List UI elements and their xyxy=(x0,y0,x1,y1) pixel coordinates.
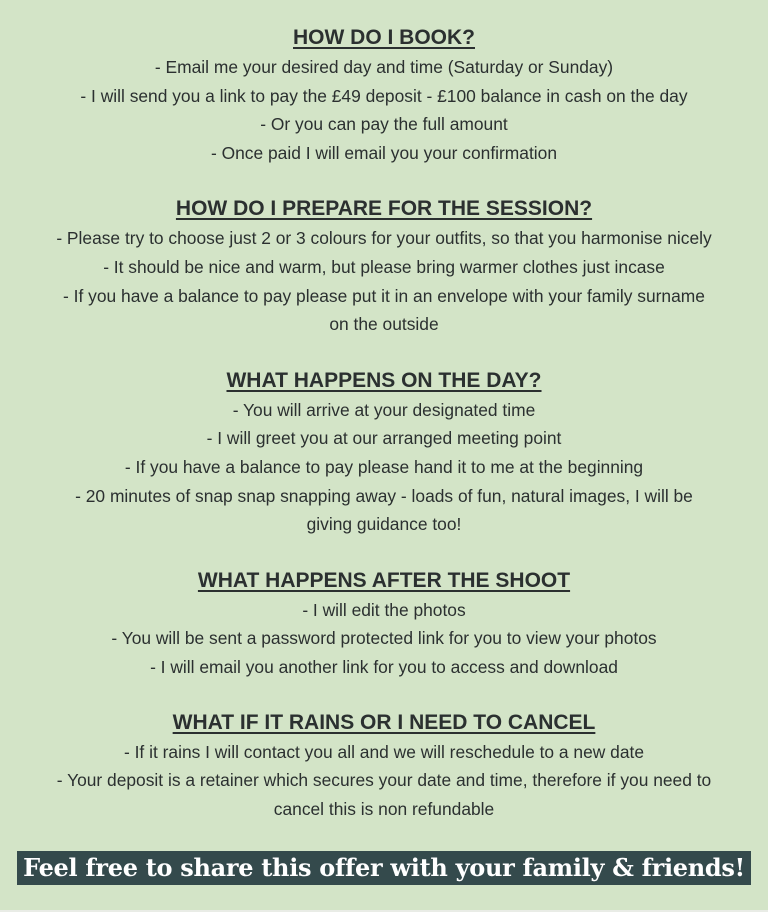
section-line: - It should be nice and warm, but please bring warmer clothes just incase xyxy=(103,256,665,277)
section-line: cancel this is non refundable xyxy=(273,798,495,819)
section-line: - Email me your desired day and time (Saturday or Sunday) xyxy=(154,57,614,77)
section-how-to-book xyxy=(0,23,768,167)
share-banner: Feel free to share this offer with your family & friends! xyxy=(17,851,751,885)
section-line: - If you have a balance to pay please put it in an envelope with your family surname xyxy=(63,285,705,306)
section-heading: WHAT HAPPENS ON THE DAY? xyxy=(226,368,542,392)
section-line: - Or you can pay the full amount xyxy=(260,114,508,135)
section-line: - Your deposit is a retainer which secures your date and time, therefore if you need to xyxy=(56,770,712,791)
section-on-the-day xyxy=(0,366,768,539)
section-rain-cancel xyxy=(0,708,768,824)
share-banner-wrap xyxy=(0,851,768,885)
section-line: - I will greet you at our arranged meeting point xyxy=(206,428,562,449)
section-line: - Once paid I will email you your confirmation xyxy=(210,142,558,163)
section-line: - 20 minutes of snap snap snapping away - loads of fun, natural images, I will be xyxy=(75,485,693,506)
section-line: on the outside xyxy=(329,314,439,335)
section-line: giving guidance too! xyxy=(306,514,462,535)
section-line: - You will be sent a password protected link for you to view your photos xyxy=(111,628,657,649)
section-heading: WHAT HAPPENS AFTER THE SHOOT xyxy=(197,568,571,592)
section-line: - I will send you a link to pay the £49 deposit - £100 balance in cash on the day xyxy=(80,85,688,106)
section-line: - Please try to choose just 2 or 3 colours for your outfits, so that you harmonise nicely xyxy=(56,228,712,249)
section-line: - You will arrive at your designated time xyxy=(232,399,536,420)
section-line: - I will email you another link for you to access and download xyxy=(150,656,618,677)
section-after-shoot xyxy=(0,566,768,682)
section-prepare-session xyxy=(0,194,768,338)
section-line: - If you have a balance to pay please hand it to me at the beginning xyxy=(124,456,644,477)
section-heading: WHAT IF IT RAINS OR I NEED TO CANCEL xyxy=(172,710,596,734)
section-line: - I will edit the photos xyxy=(302,599,466,620)
section-line: - If it rains I will contact you all and we will reschedule to a new date xyxy=(123,741,645,762)
section-heading: HOW DO I PREPARE FOR THE SESSION? xyxy=(175,197,593,221)
section-heading: HOW DO I BOOK? xyxy=(293,26,475,49)
